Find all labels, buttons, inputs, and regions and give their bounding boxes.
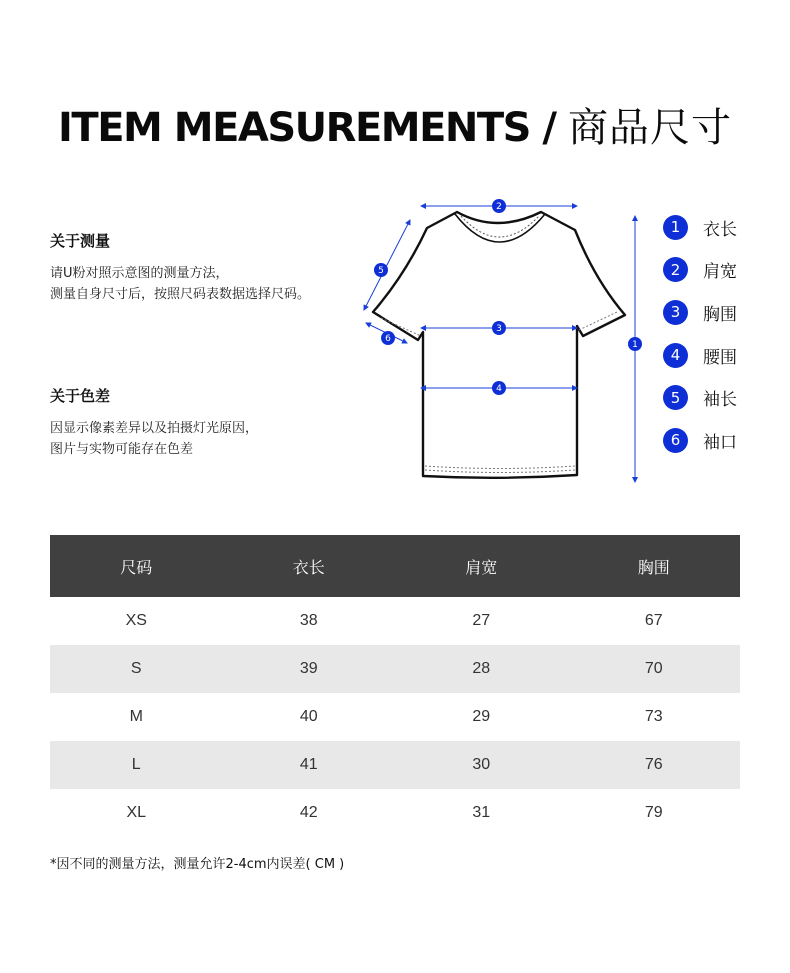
- marker-6: 6: [385, 334, 391, 344]
- table-cell: 73: [644, 708, 663, 725]
- table-row: [50, 741, 740, 789]
- table-cell: 38: [299, 612, 318, 629]
- legend-label: 袖口: [703, 432, 737, 453]
- table-cell: 79: [644, 804, 663, 821]
- header-length: 衣长: [223, 535, 396, 597]
- legend-item-waist: [663, 334, 737, 377]
- marker-3: 3: [496, 324, 502, 334]
- marker-5: 5: [378, 266, 384, 276]
- header-shoulder: 肩宽: [395, 535, 568, 597]
- table-cell: 76: [568, 741, 741, 789]
- header-chest: 胸围: [568, 535, 741, 597]
- size-table: [50, 535, 740, 837]
- measurement-note-title: 关于测量: [50, 232, 111, 250]
- table-cell: M: [129, 708, 143, 725]
- legend-item-cuff: [663, 419, 737, 462]
- table-row: [50, 645, 740, 693]
- legend-label: 肩宽: [703, 262, 737, 283]
- table-cell: 70: [568, 645, 741, 693]
- measurement-note-text: 请U粉对照示意图的测量方法， 测量自身尺寸后，按照尺码表数据选择尺码。: [50, 266, 311, 302]
- legend-label: 腰围: [703, 347, 737, 368]
- legend-label: 袖长: [703, 390, 737, 411]
- marker-4: 4: [496, 384, 502, 394]
- table-cell: 41: [223, 741, 396, 789]
- tshirt-icon: [355, 190, 655, 490]
- legend-badge: 4: [663, 343, 688, 368]
- table-cell: S: [50, 645, 223, 693]
- legend-badge: 3: [663, 300, 688, 325]
- legend-item-shoulder: [663, 249, 737, 292]
- measurement-note: [50, 230, 370, 305]
- table-cell: XL: [126, 804, 147, 821]
- table-cell: 30: [395, 741, 568, 789]
- measurement-legend: [663, 206, 737, 462]
- marker-2: 2: [496, 202, 502, 212]
- footnote: *因不同的测量方法，测量允许2-4cm内误差( CM ): [50, 857, 345, 872]
- table-row: [50, 597, 740, 645]
- legend-label: 衣长: [703, 219, 737, 240]
- page-title-cn: 商品尺寸: [567, 105, 732, 151]
- table-cell: 42: [299, 804, 318, 821]
- table-cell: 29: [472, 708, 491, 725]
- color-note: [50, 385, 370, 460]
- legend-item-length: [663, 206, 737, 249]
- header-size: 尺码: [50, 535, 223, 597]
- table-row: [50, 693, 740, 741]
- table-header-row: [50, 535, 740, 597]
- table-cell: XS: [125, 612, 147, 629]
- legend-badge: 6: [663, 428, 688, 453]
- table-cell: 39: [223, 645, 396, 693]
- table-cell: L: [50, 741, 223, 789]
- legend-label: 胸围: [703, 304, 737, 325]
- legend-badge: 2: [663, 257, 688, 282]
- table-cell: 67: [644, 612, 663, 629]
- legend-badge: 5: [663, 385, 688, 410]
- legend-item-sleeve: [663, 376, 737, 419]
- color-note-title: 关于色差: [50, 387, 111, 405]
- table-cell: 40: [299, 708, 318, 725]
- color-note-text: 因显示像素差异以及拍摄灯光原因， 图片与实物可能存在色差: [50, 421, 259, 457]
- page-title: [0, 96, 790, 153]
- table-cell: 27: [472, 612, 491, 629]
- legend-item-chest: [663, 291, 737, 334]
- page-title-en: ITEM MEASUREMENTS /: [58, 105, 556, 151]
- table-row: [50, 789, 740, 837]
- table-cell: 31: [472, 804, 491, 821]
- legend-badge: 1: [663, 215, 688, 240]
- marker-1: 1: [632, 340, 638, 350]
- table-cell: 28: [395, 645, 568, 693]
- tshirt-diagram: [355, 190, 655, 490]
